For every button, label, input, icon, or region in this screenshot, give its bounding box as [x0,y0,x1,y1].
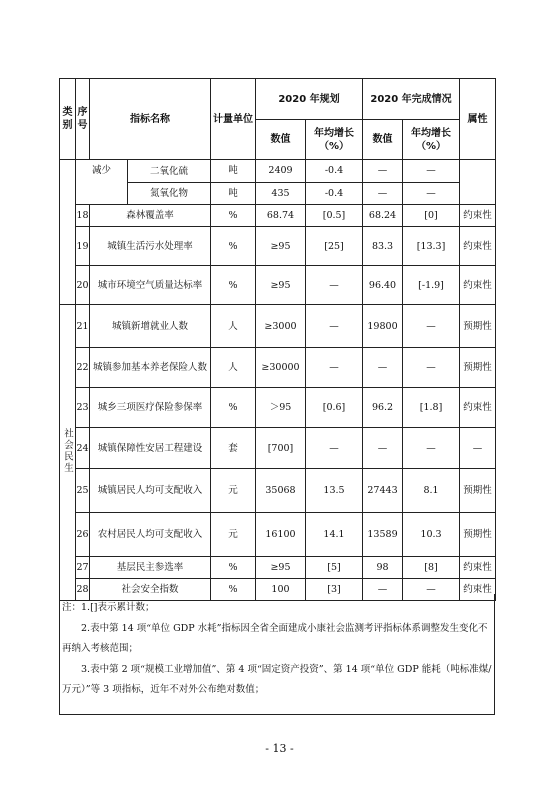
actual-growth-cell: — [403,348,460,388]
actual-growth-cell: — [403,428,460,469]
unit-cell: % [211,266,256,305]
plan-value-cell: ＞95 [256,388,306,428]
page-number: - 13 - [265,742,294,755]
unit-cell: % [211,579,256,601]
property-cell: 预期性 [460,469,496,513]
actual-growth-cell: [0] [403,205,460,227]
plan-value-cell: 35068 [256,469,306,513]
plan-value-cell: ≥95 [256,266,306,305]
indicator-name: 城乡三项医疗保险参保率 [90,388,211,428]
unit-cell: % [211,557,256,579]
actual-value-cell: 98 [363,557,403,579]
header-actual-growth: 年均增长（%） [403,120,460,160]
plan-growth-cell: — [306,266,363,305]
indicator-name: 基层民主参选率 [90,557,211,579]
actual-value-cell: — [363,182,403,205]
indicator-name: 农村居民人均可支配收入 [90,513,211,557]
indicator-name: 森林覆盖率 [90,205,211,227]
property-cell: 约束性 [460,266,496,305]
property-cell: 预期性 [460,513,496,557]
actual-growth-cell: [13.3] [403,227,460,266]
unit-cell: 人 [211,305,256,348]
unit-cell: 套 [211,428,256,469]
number-cell: 23 [76,388,90,428]
plan-growth-cell: — [306,348,363,388]
plan-value-cell: 100 [256,579,306,601]
actual-value-cell: 19800 [363,305,403,348]
property-cell: 预期性 [460,305,496,348]
table-row [60,513,496,557]
table-row [60,469,496,513]
actual-value-cell: 27443 [363,469,403,513]
plan-growth-cell: [3] [306,579,363,601]
actual-value-cell: 13589 [363,513,403,557]
number-cell: 20 [76,266,90,305]
plan-growth-cell: [0.6] [306,388,363,428]
indicator-name: 社会安全指数 [90,579,211,601]
table-row [60,428,496,469]
property-cell: 约束性 [460,227,496,266]
actual-value-cell: — [363,348,403,388]
property-cell: 约束性 [460,557,496,579]
plan-growth-cell: [5] [306,557,363,579]
number-cell: 18 [76,205,90,227]
actual-growth-cell: [-1.9] [403,266,460,305]
header-unit: 计量单位 [211,79,256,160]
actual-value-cell: 68.24 [363,205,403,227]
table-row [60,160,496,183]
note-2: 2.表中第 14 项“单位 GDP 水耗”指标因全省全面建成小康社会监测考评指标体系调整发生变化不再纳入考核范围； [62,622,488,654]
plan-growth-cell: [0.5] [306,205,363,227]
header-indicator-name: 指标名称 [90,79,211,160]
actual-growth-cell: — [403,305,460,348]
header-category: 类别 [60,79,76,160]
actual-value-cell: — [363,160,403,183]
header-plan-growth: 年均增长（%） [306,120,363,160]
plan-growth-cell: -0.4 [306,160,363,183]
category-label: 社会民生 [62,427,73,474]
header-plan-value: 数值 [256,120,306,160]
property-cell: 约束性 [460,205,496,227]
plan-growth-cell: — [306,428,363,469]
header-number: 序号 [76,79,90,160]
indicator-name: 城镇参加基本养老保险人数 [90,348,211,388]
actual-growth-cell: — [403,160,460,183]
actual-growth-cell: 8.1 [403,469,460,513]
actual-growth-cell: — [403,182,460,205]
reduction-group-cell [76,160,211,205]
table-notes [59,594,495,715]
header-plan-2020: 2020 年规划 [256,79,363,120]
actual-value-cell: 96.40 [363,266,403,305]
table-row [60,388,496,428]
number-cell: 27 [76,557,90,579]
number-cell: 21 [76,305,90,348]
plan-growth-cell: — [306,305,363,348]
table-row [60,266,496,305]
plan-value-cell: ≥95 [256,227,306,266]
plan-value-cell: ≥30000 [256,348,306,388]
actual-growth-cell: [8] [403,557,460,579]
unit-cell: 人 [211,348,256,388]
indicator-name: 城镇居民人均可支配收入 [90,469,211,513]
property-cell: 预期性 [460,348,496,388]
plan-value-cell: 2409 [256,160,306,183]
actual-value-cell: — [363,428,403,469]
category-cell-social [60,305,76,601]
actual-growth-cell: — [403,579,460,601]
number-cell: 22 [76,348,90,388]
unit-cell: % [211,388,256,428]
plan-value-cell: ≥95 [256,557,306,579]
indicator-name: 城镇生活污水处理率 [90,227,211,266]
plan-growth-cell: -0.4 [306,182,363,205]
indicator-name: 城镇保障性安居工程建设 [90,428,211,469]
property-cell: 约束性 [460,388,496,428]
actual-growth-cell: [1.8] [403,388,460,428]
plan-growth-cell: 13.5 [306,469,363,513]
actual-value-cell: — [363,579,403,601]
actual-growth-cell: 10.3 [403,513,460,557]
table-row [60,205,496,227]
number-cell: 25 [76,469,90,513]
number-cell: 28 [76,579,90,601]
number-cell: 26 [76,513,90,557]
number-cell: 19 [76,227,90,266]
property-cell: — [460,428,496,469]
actual-value-cell: 96.2 [363,388,403,428]
actual-value-cell: 83.3 [363,227,403,266]
table-row [60,305,496,348]
reduction-group-label: 减少 [76,160,128,204]
table-row [60,227,496,266]
plan-growth-cell: [25] [306,227,363,266]
property-cell: 约束性 [460,579,496,601]
category-cell-environment [60,160,76,305]
header-actual-2020: 2020 年完成情况 [363,79,460,120]
indicator-name: 二氧化硫 [128,160,210,183]
plan-value-cell: 68.74 [256,205,306,227]
note-1: 注：1.[]表示累计数； [62,602,155,613]
table-row [60,557,496,579]
indicator-name: 城市环境空气质量达标率 [90,266,211,305]
property-cell [460,160,496,205]
note-3: 3.表中第 2 项“规模工业增加值”、第 4 项“固定资产投资”、第 14 项“单位 GDP 能耗（吨标准煤/万元）”等 3 项指标，近年不对外公布绝对数值； [62,663,492,695]
plan-value-cell: ≥3000 [256,305,306,348]
header-actual-value: 数值 [363,120,403,160]
header-property: 属性 [460,79,496,160]
plan-value-cell: 16100 [256,513,306,557]
unit-cell: % [211,205,256,227]
unit-cell: 元 [211,513,256,557]
unit-cell: 元 [211,469,256,513]
table-row [60,348,496,388]
unit-cell: 吨 [211,160,256,183]
indicator-table [59,78,496,601]
unit-cell: % [211,227,256,266]
unit-cell: 吨 [211,182,256,205]
indicator-name: 城镇新增就业人数 [90,305,211,348]
indicator-name: 氮氧化物 [149,188,188,199]
plan-value-cell: 435 [256,182,306,205]
number-cell: 24 [76,428,90,469]
plan-growth-cell: 14.1 [306,513,363,557]
plan-value-cell: [700] [256,428,306,469]
